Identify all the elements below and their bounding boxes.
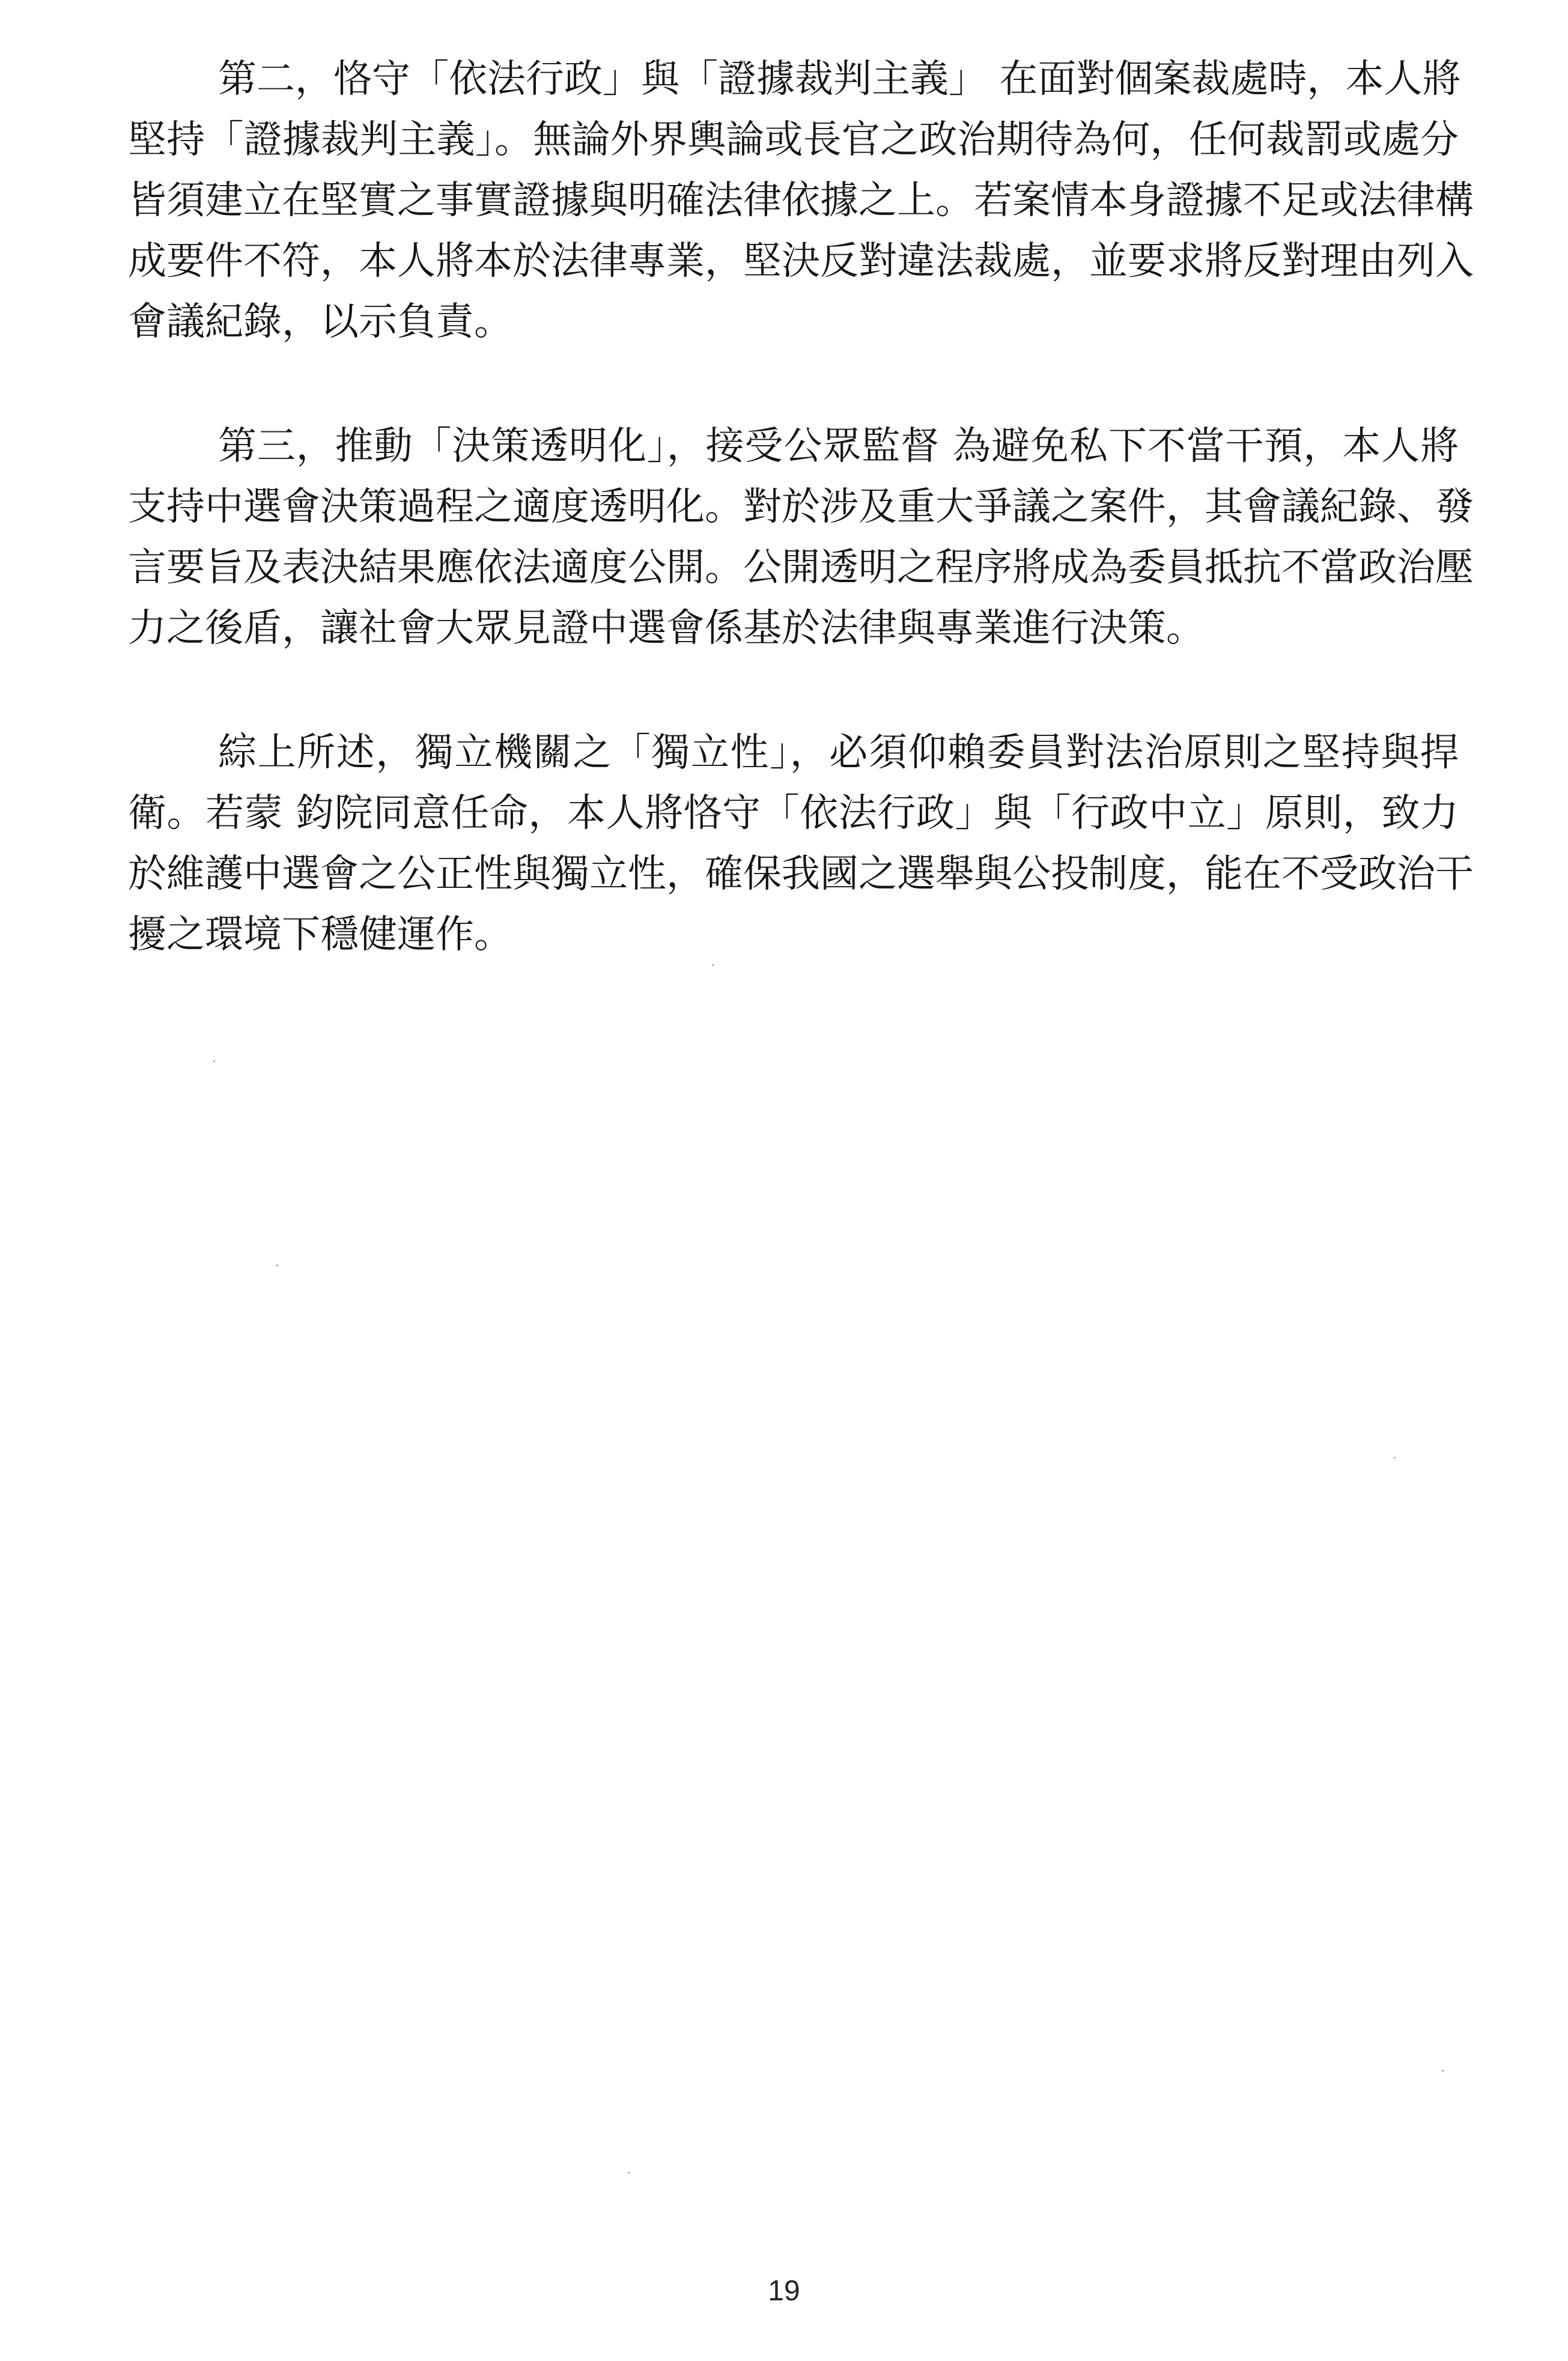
paragraph-line: 於維護中選會之公正性與獨立性，確保我國之選舉與公投制度，能在不受政治干 <box>128 852 1474 896</box>
paragraph-line: 綜上所述，獨立機關之「獨立性」，必須仰賴委員對法治原則之堅持與捍 <box>218 731 1459 775</box>
paragraph-line: 會議紀錄，以示負責。 <box>128 300 512 344</box>
paragraph-line: 第二，恪守「依法行政」與「證據裁判主義」 在面對個案裁處時，本人將 <box>218 57 1461 102</box>
scan-speck <box>213 1060 215 1062</box>
page-number: 19 <box>768 2275 800 2307</box>
paragraph-line: 衛。若蒙 鈞院同意任命，本人將恪守「依法行政」與「行政中立」原則，致力 <box>128 791 1459 836</box>
scan-speck <box>628 2172 630 2174</box>
scan-speck <box>1394 1457 1396 1459</box>
scan-speck <box>1442 2070 1444 2071</box>
paragraph-line: 皆須建立在堅實之事實證據與明確法律依據之上。若案情本身證據不足或法律構 <box>128 178 1474 223</box>
scan-speck <box>712 964 714 966</box>
paragraph-line: 堅持「證據裁判主義」。無論外界輿論或長官之政治期待為何，任何裁罰或處分 <box>128 118 1459 162</box>
paragraph-line: 言要旨及表決結果應依法適度公開。公開透明之程序將成為委員抵抗不當政治壓 <box>128 545 1474 590</box>
scan-speck <box>276 1265 278 1266</box>
paragraph-line: 第三，推動「決策透明化」，接受公眾監督 為避免私下不當干預，本人將 <box>218 424 1459 469</box>
document-body <box>128 49 1474 1029</box>
paragraph-third-principle <box>128 416 1474 659</box>
paragraph-second-principle <box>128 49 1474 353</box>
paragraph-line: 力之後盾，讓社會大眾見證中選會係基於法律與專業進行決策。 <box>128 606 1205 651</box>
paragraph-line: 成要件不符，本人將本於法律專業，堅決反對違法裁處，並要求將反對理由列入 <box>128 239 1474 284</box>
paragraph-conclusion <box>128 723 1474 965</box>
paragraph-line: 支持中選會決策過程之適度透明化。對於涉及重大爭議之案件，其會議紀錄、發 <box>128 485 1474 529</box>
paragraph-line: 擾之環境下穩健運作。 <box>128 913 512 957</box>
